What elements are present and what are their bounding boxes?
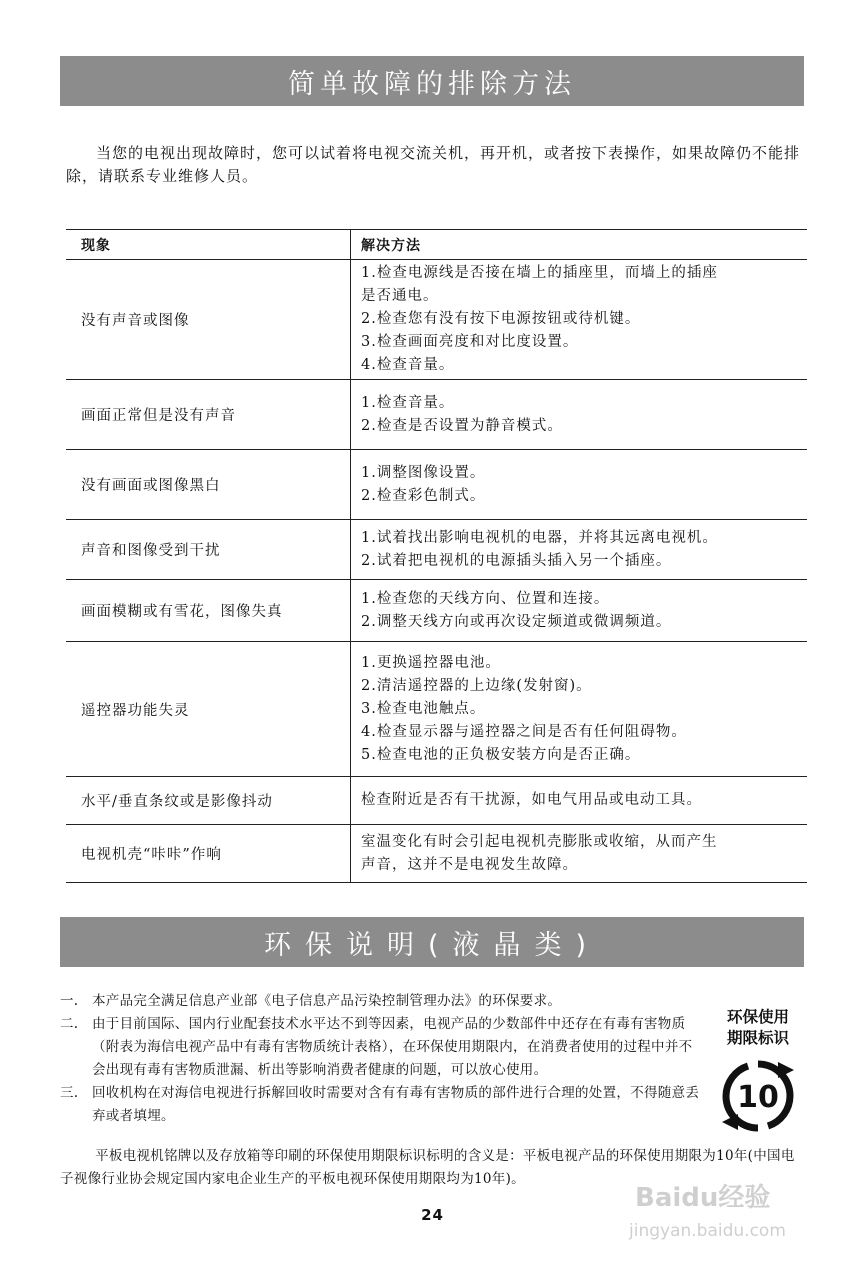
solution-cell — [351, 450, 808, 520]
solution-line: 2.检查彩色制式。 — [361, 487, 486, 504]
table-row — [66, 642, 807, 777]
eco-period-label-line1: 环保使用 — [726, 1008, 789, 1026]
solution-line: 3.检查画面亮度和对比度设置。 — [361, 334, 579, 350]
solution-line: 是否通电。 — [361, 288, 439, 304]
symptom-cell: 没有画面或图像黑白 — [66, 450, 351, 520]
solution-line: 4.检查音量。 — [361, 357, 455, 373]
solution-line: 2.检查是否设置为静音模式。 — [361, 417, 563, 434]
solution-line: 室温变化有时会引起电视机壳膨胀或收缩，从而产生 — [361, 833, 718, 850]
solution-cell — [351, 642, 808, 777]
solution-line: 声音，这并不是电视发生故障。 — [361, 856, 578, 873]
solution-line: 1.调整图像设置。 — [361, 464, 486, 481]
env-item-number: 三. — [60, 1085, 79, 1101]
solution-cell — [351, 520, 808, 580]
solution-line: 2.试着把电视机的电源插头插入另一个插座。 — [361, 552, 672, 569]
symptom-cell: 电视机壳“咔咔”作响 — [66, 825, 351, 883]
env-item-number: 二. — [60, 1016, 79, 1032]
intro-paragraph: 当您的电视出现故障时，您可以试着将电视交流关机，再开机，或者按下表操作，如果故障仍不能排除，请联系专业维修人员。 — [66, 144, 801, 185]
solution-line: 5.检查电池的正负极安装方向是否正确。 — [361, 746, 641, 763]
solution-line: 1.检查音量。 — [361, 394, 455, 411]
env-item — [60, 990, 700, 1013]
table-header-row — [66, 230, 807, 260]
table-row — [66, 520, 807, 580]
table-row — [66, 580, 807, 642]
table-row — [66, 825, 807, 883]
env-item-text: 由于目前国际、国内行业配套技术水平达不到等因素，电视产品的少数部件中还存在有毒有害物质（附表为海信电视产品中有毒有害物质统计表格），在环保使用期限内，在消费者使用的过程中并不会出现有毒有害物质泄漏、析出等影响消费者健康的问题，可以放心使用。 — [92, 1016, 693, 1078]
env-item-number: 一. — [60, 993, 79, 1009]
symptom-cell: 遥控器功能失灵 — [66, 642, 351, 777]
header-symptom: 现象 — [66, 230, 351, 260]
eco-period-number: 10 — [737, 1080, 779, 1115]
solution-cell — [351, 580, 808, 642]
solution-cell — [351, 777, 808, 825]
eco-period-icon — [712, 1054, 804, 1138]
eco-period-label — [712, 1007, 804, 1049]
environment-notes — [60, 990, 700, 1128]
section-title-troubleshooting: 简单故障的排除方法 — [60, 56, 804, 106]
baidu-watermark — [625, 1170, 825, 1250]
symptom-cell: 声音和图像受到干扰 — [66, 520, 351, 580]
symptom-cell: 画面正常但是没有声音 — [66, 380, 351, 450]
table-row — [66, 450, 807, 520]
env-item — [60, 1013, 700, 1082]
watermark-brand: Baidu经验 — [635, 1183, 771, 1213]
solution-line: 1.检查您的天线方向、位置和连接。 — [361, 590, 610, 607]
env-item-text: 回收机构在对海信电视进行拆解回收时需要对含有有毒有害物质的部件进行合理的处置，不得随意丢弃或者填埋。 — [92, 1085, 700, 1124]
solution-cell — [351, 380, 808, 450]
header-solution: 解决方法 — [351, 230, 808, 260]
solution-line: 检查附近是否有干扰源，如电气用品或电动工具。 — [361, 792, 702, 808]
solution-cell — [351, 260, 808, 380]
symptom-cell: 水平/垂直条纹或是影像抖动 — [66, 777, 351, 825]
watermark-url: jingyan.baidu.com — [629, 1221, 786, 1241]
env-item — [60, 1082, 700, 1128]
eco-period-label-line2: 期限标识 — [726, 1029, 789, 1047]
solution-cell — [351, 825, 808, 883]
solution-line: 1.更换遥控器电池。 — [361, 654, 501, 671]
eco-period-note: 平板电视机铭牌以及存放箱等印刷的环保使用期限标识标明的含义是：平板电视产品的环保使用期限为10年(中国电子视像行业协会规定国内家电企业生产的平板电视环保使用期限均为10年)。 — [60, 1148, 795, 1187]
symptom-cell: 没有声音或图像 — [66, 260, 351, 380]
solution-line: 3.检查电池触点。 — [361, 700, 486, 717]
solution-line: 1.检查电源线是否接在墙上的插座里，而墙上的插座 — [361, 265, 718, 281]
env-item-text: 本产品完全满足信息产业部《电子信息产品污染控制管理办法》的环保要求。 — [92, 993, 562, 1009]
page-number: 24 — [421, 1206, 444, 1224]
symptom-cell: 画面模糊或有雪花，图像失真 — [66, 580, 351, 642]
table-row — [66, 380, 807, 450]
table-row — [66, 260, 807, 380]
solution-line: 2.检查您有没有按下电源按钮或待机键。 — [361, 311, 641, 327]
solution-line: 1.试着找出影响电视机的电器，并将其远离电视机。 — [361, 529, 718, 546]
solution-line: 2.调整天线方向或再次设定频道或微调频道。 — [361, 613, 672, 630]
section-title-environment: 环保说明(液晶类) — [60, 917, 804, 967]
solution-line: 2.清洁遥控器的上边缘(发射窗)。 — [361, 677, 592, 694]
troubleshooting-table — [66, 229, 807, 883]
table-row — [66, 777, 807, 825]
solution-line: 4.检查显示器与遥控器之间是否有任何阻碍物。 — [361, 723, 687, 740]
